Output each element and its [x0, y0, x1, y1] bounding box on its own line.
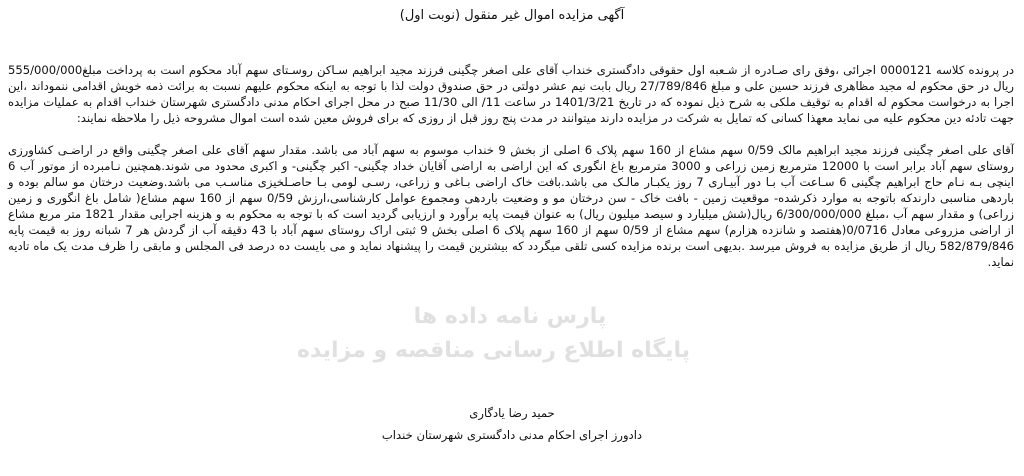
signature-name: حمید رضا یادگاری [469, 406, 555, 420]
signature-block [0, 402, 1024, 446]
notice-body [8, 62, 1014, 286]
notice-paragraph-case: در پرونده کلاسه 0000121 اجرائی ،وفق رای صـادره از شـعبه اول حقوقی دادگستری خنداب آقای علی اصغر چگینی فرزند مجید ابراهیم سـاکن روسـتای سهم آباد محکوم است به پرداخت مبلغ555/000/000 ریال در حق محکوم له مجید مظاهری فرزند حسین علی و مبلغ 27/789/846 ریال بابت نیم عشر دولتی در حق صندوق دولت لذا با توجه به اینکه محکوم علیهم نسبت به برائت ذمه خویش اقدامی ننموداند ،این اجرا به درخواست محکوم له اقدام به توقیف ملکی به شرح ذیل نموده که در تاریخ 1401/3/21 در ساعت 11/ الی 11/30 صبح در محل اجرای احکام مدنی دادگستری شهرستان خنداب اقدام به عملیات مزایده جهت تادئه دین محکوم علیه می نماید معهذا کسانی که تمایل به شرکت در مزایده دارند میتوانند در مدت پنج روز قبل از روزی که برای فروش معین شده است اموال مشروحه ذیل را ملاحظه نمایند: [8, 63, 1015, 125]
signature-title: دادورز اجرای احکام مدنی دادگستری شهرستان خنداب [381, 428, 643, 442]
watermark [297, 300, 690, 368]
notice-paragraph-property: آقای علی اصغر چگینی فرزند مجید ابراهیم مالک 0/59 سهم مشاع از 160 سهم پلاک 6 اصلی از بخش 9 خنداب موسوم به سهم آباد می باشد. مقدار سهم آقای علی اصغر چگینی واقع در اراضـی کشاورزی روستای سهم آباد برابر است با 12000 مترمربع زمین زراعی و 3000 مترمربع باغ انگوری که این اراضی به اراضی آقایان خداد چگینی- اکبر چگینی- و اکبری محدود می شوند.همچنین نـامبرده از موتور آب 6 اینچی بـه نـام حاج ابراهیم چگینی 6 سـاعت آب بـا دور آبیـاری 7 روز یکبـار مالـک می باشد.بافت خاک اراضی بـاغی و زراعی، رسـی لومی بـا حاصـلخیزی مناسـب می باشد.وضعیت درختان مو سالم بوده و باردهی مناسبی دارندکه باتوجه به موارد ذکرشده- موقعیت زمین - بافت خاک - سن درختان مو و وضعیت باردهی ومجموع عوامل کارشناسی،ارزش 0/59 سهم از 160 سهم مشاع( شامل باغ انگوری و زمین زراعی) و مقدار سهم آب ،مبلغ 6/300/000/000 ریال(شش میلیارد و سیصد میلیون ریال) به عنوان قیمت پایه برآورد و ارزیابی گردید است که با توجه به محکوم به و هزینه اجرایی مقدار 1821 متر مربع مشاع از اراضی مزروعی معادل 0/0716(هفتصد و شانزده هزارم) سهم مشاع از 0/59 سهم از 160 سهم پلاک 6 اصلی بخش 9 ثبتی اراک روستای سهم آباد با 43 دقیقه آب از گردش هر 7 شبانه روز به قیمت پایه 582/879/846 ریال از طریق مزایده به فروش میرسد .بدیهی است برنده مزایده کسی تلقی میگردد که بیشترین قیمت را پیشنهاد نماید و می بایست ده درصد فی المجلس و مابقی را ظرف مدت یک ماه تادیه نماید. [8, 143, 1015, 269]
watermark-line-1: پارس نامه داده ها [413, 304, 607, 329]
notice-title: آگهی مزایده اموال غیر منقول (نوبت اول) [399, 8, 625, 23]
watermark-line-2: پایگاه اطلاع رسانی مناقصه و مزایده [297, 338, 690, 363]
